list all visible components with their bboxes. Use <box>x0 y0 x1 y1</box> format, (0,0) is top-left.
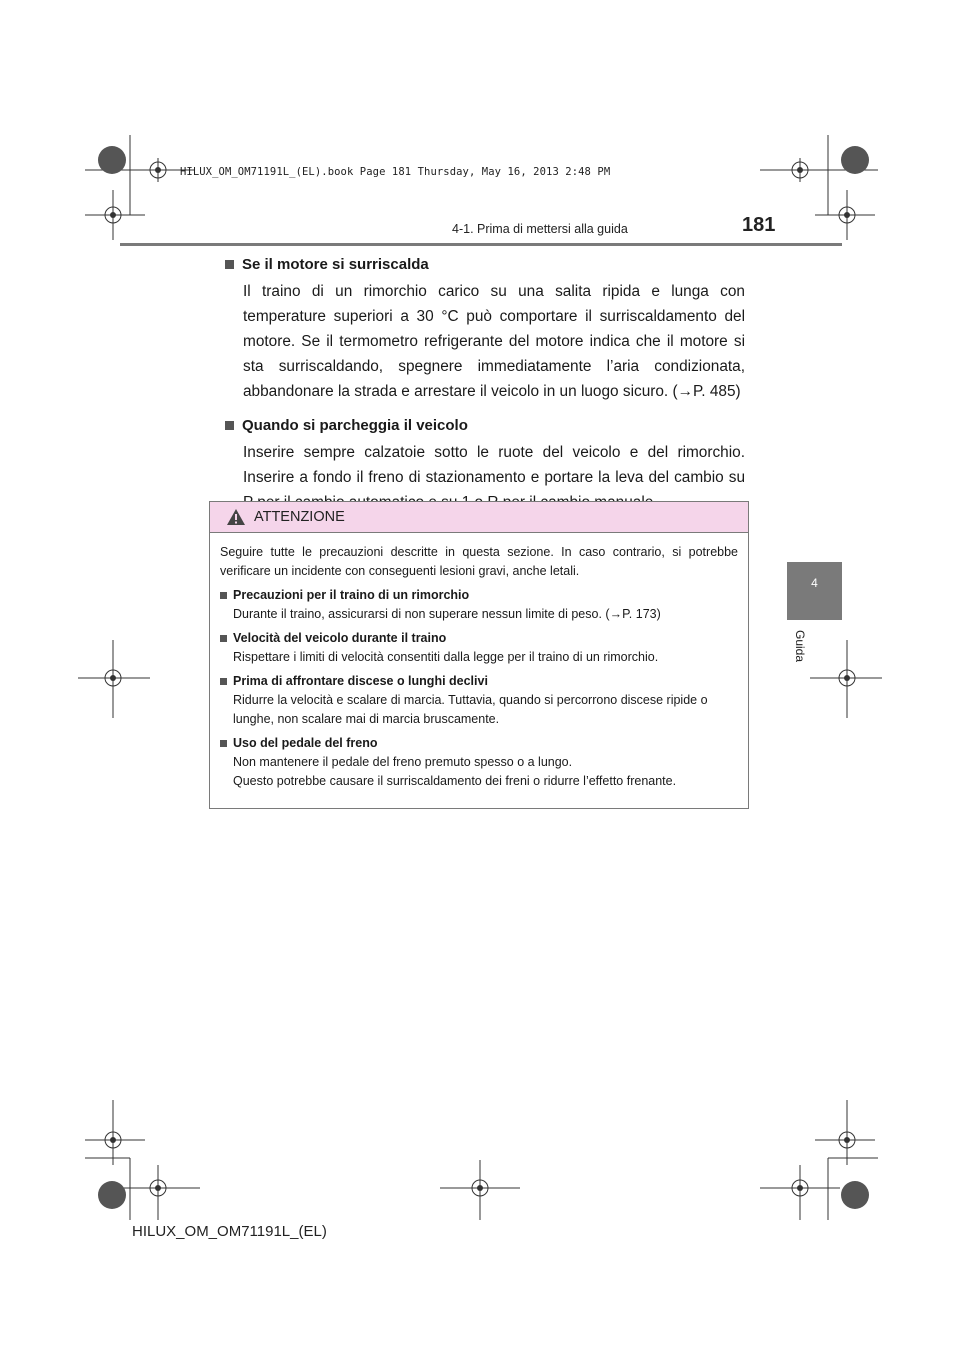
section-title-text: Se il motore si surriscalda <box>242 255 429 273</box>
warning-item-heading <box>220 672 738 691</box>
section-heading <box>225 414 745 436</box>
page-number: 181 <box>742 214 776 236</box>
warning-item-title: Prima di affrontare discese o lunghi declivi <box>233 674 488 688</box>
warning-intro: Seguire tutte le precauzioni descritte in questa sezione. In caso contrario, si potrebbe verificare un incidente con conseguenti lesioni gravi, anche letali. <box>220 545 738 578</box>
warning-item-title: Uso del pedale del freno <box>233 736 378 750</box>
warning-item <box>220 629 738 667</box>
section-text: Il traino di un rimorchio carico su una salita ripida e lunga con temperature superiori a 30 °C può comportare il surriscaldamento del motore. Se il termometro refrigerante del motore indica che il motore si sta surriscaldando, spegnere immediatamente l’aria condizionata, abbandonare la strada e arrestare il veicolo in un luogo sicuro. (→P. 485) <box>243 283 745 400</box>
square-bullet-icon <box>220 592 227 599</box>
footer-doc-code: HILUX_OM_OM71191L_(EL) <box>132 1223 327 1240</box>
warning-item-text: Non mantenere il pedale del freno premuto spesso o a lungo. <box>233 755 573 769</box>
section-title: 4-1. Prima di mettersi alla guida <box>452 222 628 236</box>
section-text: Inserire sempre calzatoie sotto le ruote del veicolo e del rimorchio. Inserire a fondo il freno di stazionamento e portare la leva del cambio su <box>243 444 745 486</box>
warning-item <box>220 672 738 729</box>
square-bullet-icon <box>220 635 227 642</box>
chapter-tab <box>787 562 842 620</box>
warning-body <box>210 533 748 791</box>
warning-item <box>220 734 738 791</box>
chapter-tab-number: 4 <box>811 576 818 590</box>
warning-box <box>209 501 749 809</box>
warning-item-text: Rispettare i limiti di velocità consentiti dalla legge per il traino di un rimorchio. <box>233 650 659 664</box>
chapter-tab-label: Guida <box>793 630 807 663</box>
section <box>225 253 745 404</box>
header-rule <box>120 243 842 246</box>
warning-item <box>220 586 738 624</box>
warning-item-title: Precauzioni per il traino di un rimorchio <box>233 588 470 602</box>
warning-title: ATTENZIONE <box>254 509 345 525</box>
body-content <box>225 253 745 525</box>
square-bullet-icon <box>225 421 234 430</box>
warning-item-text: Questo potrebbe causare il surriscaldamento dei freni o ridurre l’effetto frenante. <box>233 774 677 788</box>
warning-item-text: Ridurre la velocità e scalare di marcia. Tuttavia, quando si percorrono discese ripide o lunghe, non scalare mai di marcia bruscamente. <box>233 693 708 726</box>
warning-item-heading <box>220 734 738 753</box>
warning-header <box>210 502 748 533</box>
warning-item-title: Velocità del veicolo durante il traino <box>233 631 447 645</box>
warning-item-heading <box>220 586 738 605</box>
section <box>225 414 745 515</box>
warning-item-text: Durante il traino, assicurarsi di non superare nessun limite di peso. (→P. 173) <box>233 607 661 621</box>
square-bullet-icon <box>220 740 227 747</box>
section-heading <box>225 253 745 275</box>
section-title-text: Quando si parcheggia il veicolo <box>242 416 468 434</box>
warning-triangle-icon <box>226 508 246 526</box>
warning-item-heading <box>220 629 738 648</box>
square-bullet-icon <box>225 260 234 269</box>
square-bullet-icon <box>220 678 227 685</box>
print-info: HILUX_OM_OM71191L_(EL).book Page 181 Thursday, May 16, 2013 2:48 PM <box>180 166 611 178</box>
